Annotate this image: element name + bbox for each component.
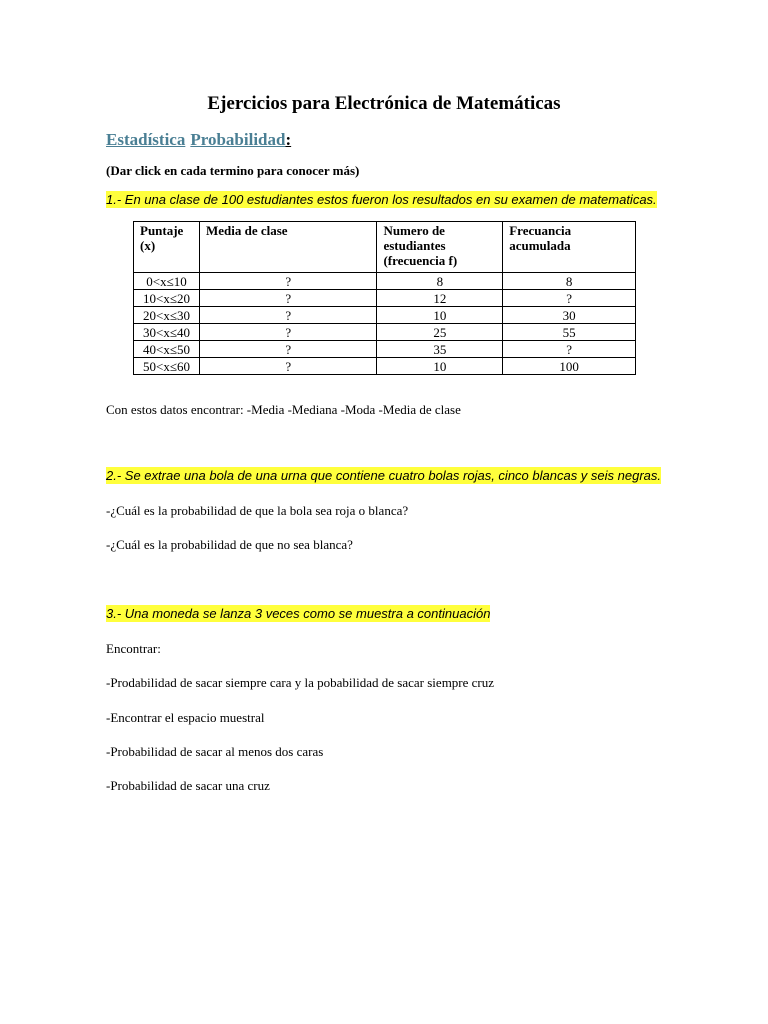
table-row	[134, 324, 636, 341]
links-colon: :	[285, 130, 292, 149]
table-row	[134, 307, 636, 324]
cell-puntaje: 50<x≤60	[134, 358, 200, 375]
cell-media: ?	[199, 273, 376, 290]
cell-frecuencia: 25	[377, 324, 503, 341]
exercise-3-item-1: -Prodabilidad de sacar siempre cara y la pobabilidad de sacar siempre cruz	[106, 675, 495, 690]
table-row	[134, 341, 636, 358]
exercise-3-intro: Encontrar:	[106, 641, 161, 656]
cell-acumulada: ?	[503, 341, 636, 358]
cell-media: ?	[199, 324, 376, 341]
cell-frecuencia: 10	[377, 307, 503, 324]
cell-frecuencia: 12	[377, 290, 503, 307]
cell-media: ?	[199, 290, 376, 307]
cell-puntaje: 40<x≤50	[134, 341, 200, 358]
header-puntaje: Puntaje (x)	[134, 222, 200, 273]
exercise-3-item-4: -Probabilidad de sacar una cruz	[106, 778, 270, 793]
cell-puntaje: 30<x≤40	[134, 324, 200, 341]
cell-media: ?	[199, 307, 376, 324]
page-title: Ejercicios para Electrónica de Matemáticas	[207, 93, 561, 114]
cell-acumulada: 30	[503, 307, 636, 324]
header-frecuencia-acumulada: Frecuancia acumulada	[503, 222, 636, 273]
cell-puntaje: 0<x≤10	[134, 273, 200, 290]
topic-links	[106, 129, 291, 151]
cell-media: ?	[199, 341, 376, 358]
link-estadistica[interactable]: Estadística	[106, 130, 186, 149]
cell-media: ?	[199, 358, 376, 375]
cell-puntaje: 10<x≤20	[134, 290, 200, 307]
exercise-3-heading: 3.- Una moneda se lanza 3 veces como se muestra a continuación	[106, 606, 491, 621]
frequency-table	[133, 221, 636, 375]
table-row	[134, 273, 636, 290]
cell-acumulada: 8	[503, 273, 636, 290]
cell-puntaje: 20<x≤30	[134, 307, 200, 324]
table-row	[134, 290, 636, 307]
exercise-2-heading: 2.- Se extrae una bola de una urna que contiene cuatro bolas rojas, cinco blancas y seis negras.	[106, 468, 662, 483]
cell-frecuencia: 10	[377, 358, 503, 375]
link-probabilidad[interactable]: Probabilidad	[190, 130, 286, 149]
cell-acumulada: 100	[503, 358, 636, 375]
exercise-1-heading: 1.- En una clase de 100 estudiantes estos fueron los resultados en su examen de matematicas.	[106, 192, 657, 207]
exercise-3-item-2: -Encontrar el espacio muestral	[106, 710, 265, 725]
header-numero-estudiantes: Numero de estudiantes (frecuencia f)	[377, 222, 503, 273]
cell-acumulada: 55	[503, 324, 636, 341]
exercise-3-item-3: -Probabilidad de sacar al menos dos caras	[106, 744, 324, 759]
cell-acumulada: ?	[503, 290, 636, 307]
exercise-1-instruction: Con estos datos encontrar: -Media -Mediana -Moda -Media de clase	[106, 402, 461, 417]
table-row	[134, 358, 636, 375]
cell-frecuencia: 8	[377, 273, 503, 290]
table-header-row	[134, 222, 636, 273]
header-media-clase: Media de clase	[199, 222, 376, 273]
exercise-2-question-2: -¿Cuál es la probabilidad de que no sea blanca?	[106, 537, 353, 552]
click-note: (Dar click en cada termino para conocer más)	[106, 163, 360, 178]
exercise-2-question-1: -¿Cuál es la probabilidad de que la bola sea roja o blanca?	[106, 503, 409, 518]
cell-frecuencia: 35	[377, 341, 503, 358]
